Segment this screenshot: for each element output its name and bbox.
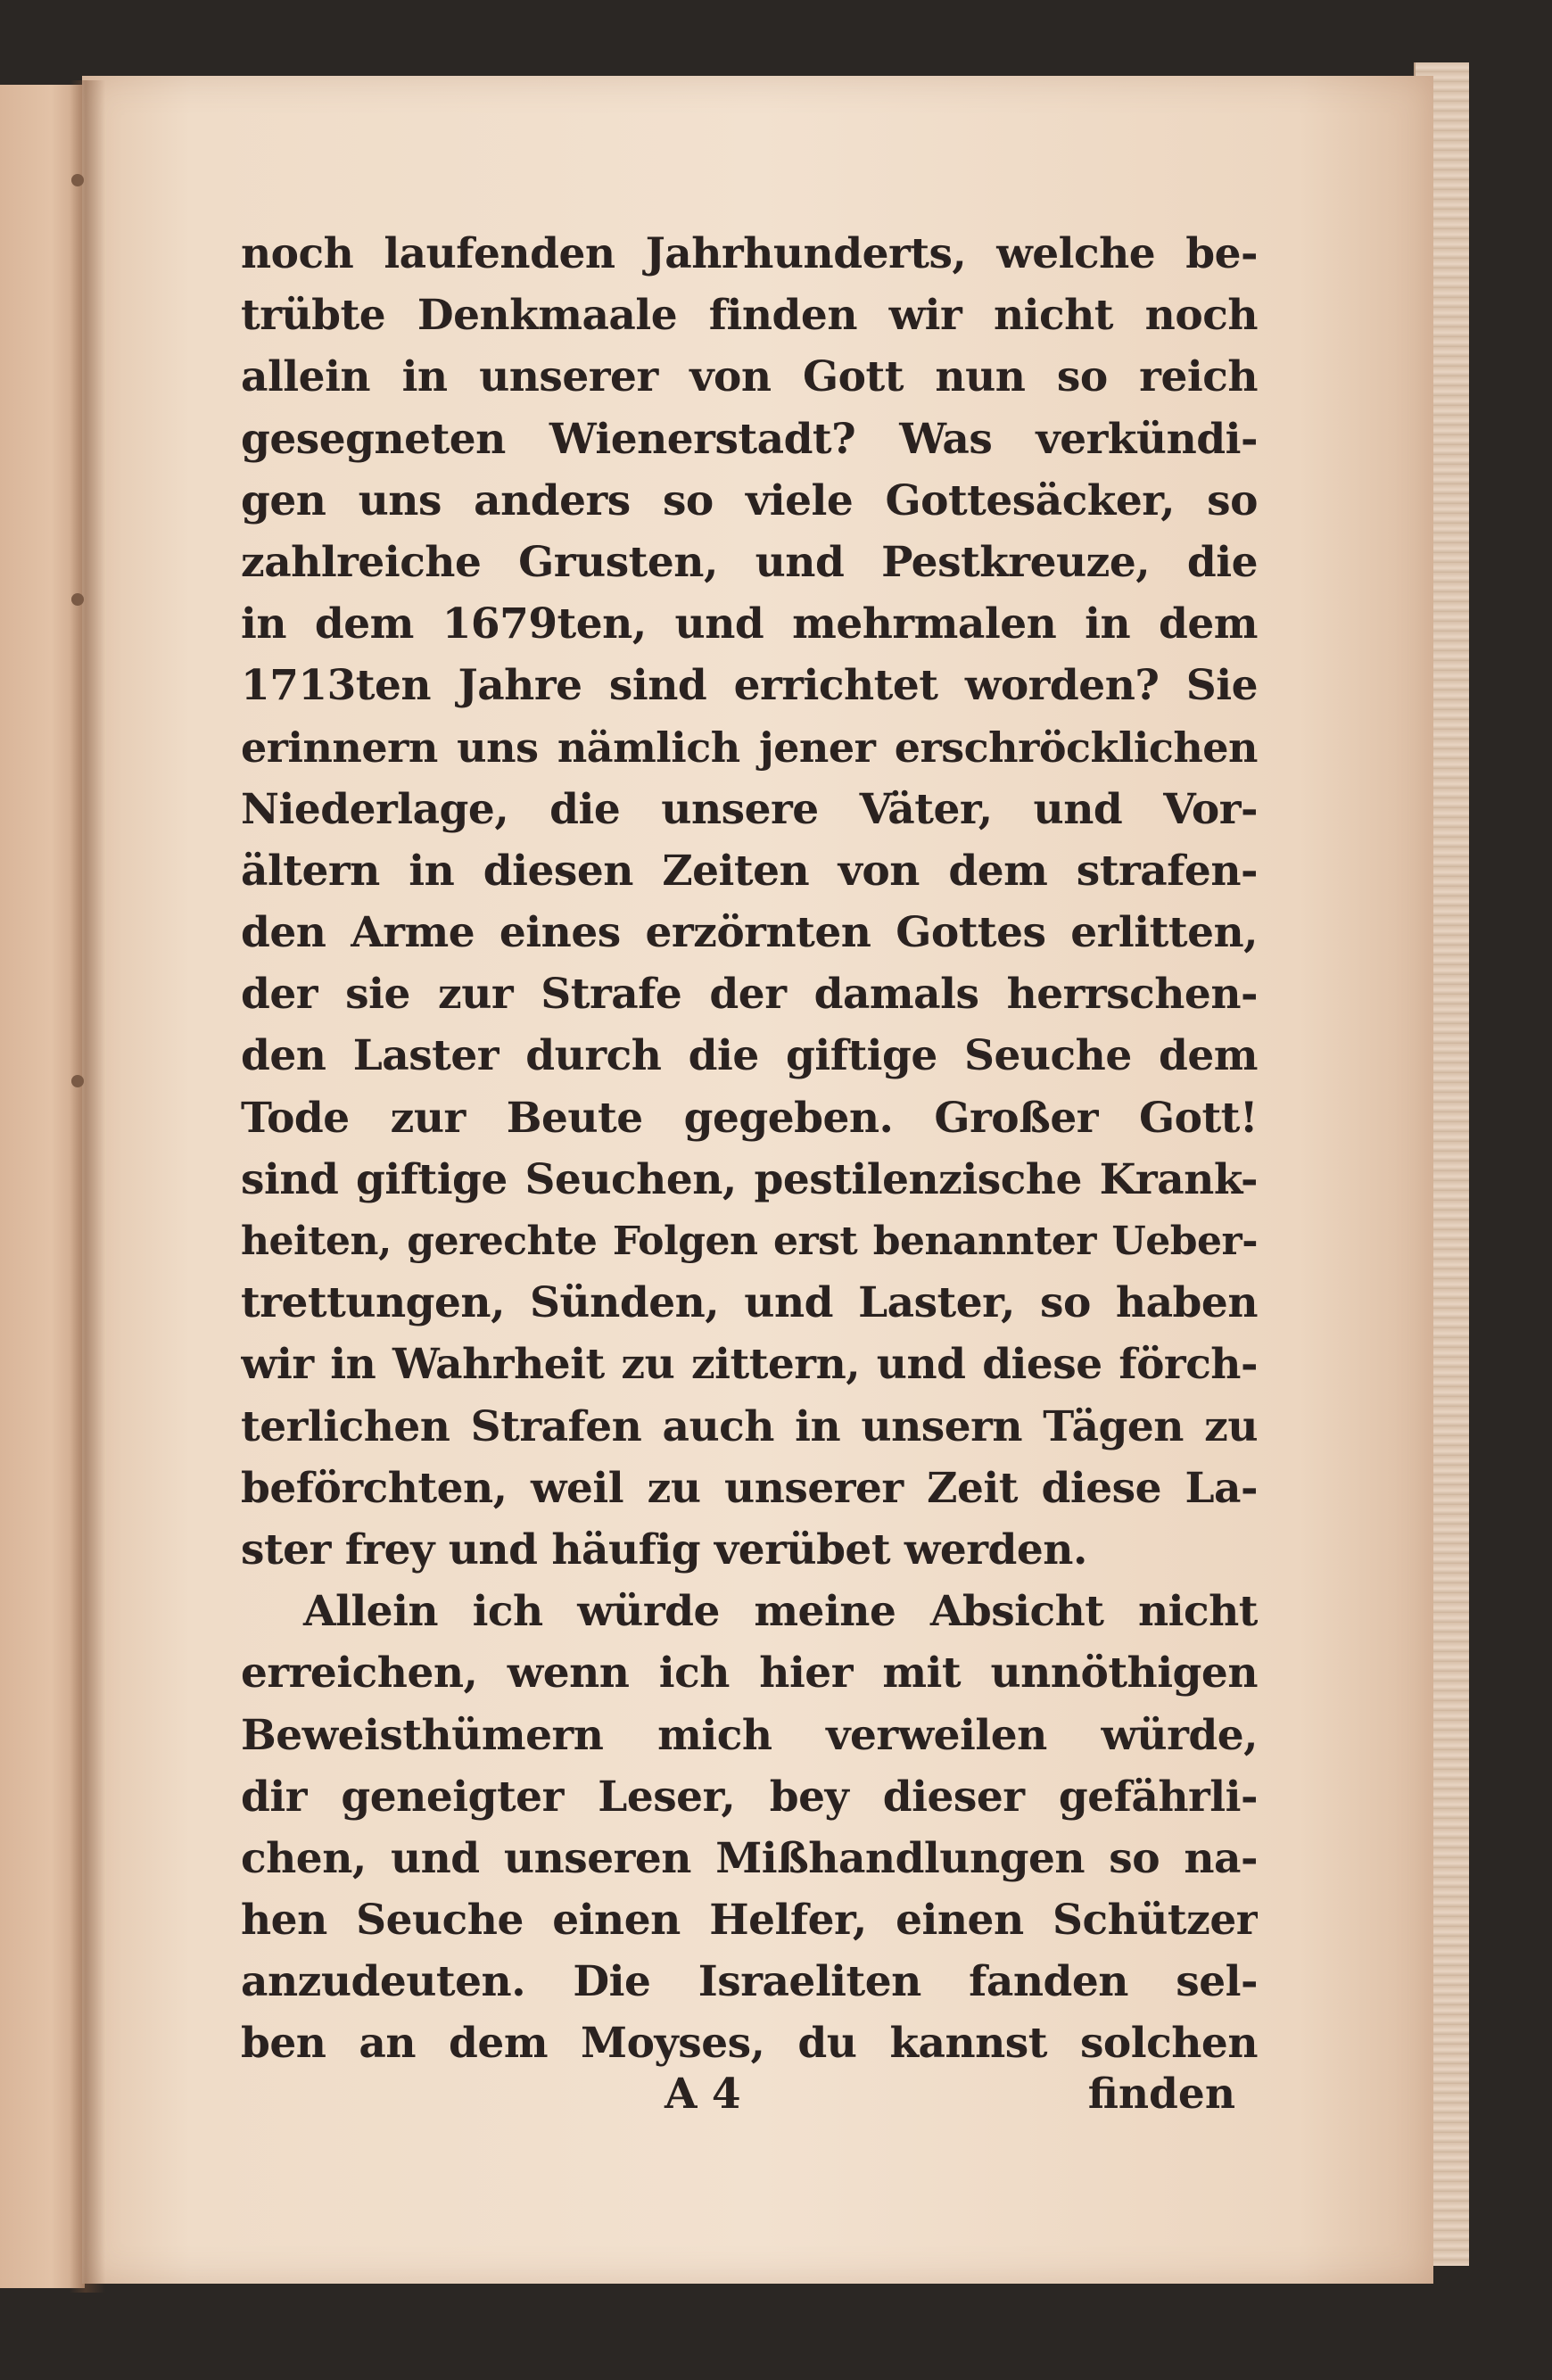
catchword: finden bbox=[1087, 2070, 1235, 2119]
text-line: hen Seuche einen Helfer, einen Schützer bbox=[241, 1896, 1258, 1946]
text-line: terlichen Strafen auch in unsern Tägen zu bbox=[241, 1401, 1258, 1451]
text-line: sind giftige Seuchen, pestilenzische Krank- bbox=[241, 1154, 1258, 1204]
text-line: den Arme eines erzörnten Gottes erlitten, bbox=[241, 908, 1258, 958]
text-line: ben an dem Moyses, du kannst solchen bbox=[241, 2019, 1258, 2069]
text-line: gen uns anders so viele Gottesäcker, so bbox=[241, 475, 1258, 525]
text-line: allein in unserer von Gott nun so reich bbox=[241, 352, 1258, 402]
text-line: erreichen, wenn ich hier mit unnöthigen bbox=[241, 1649, 1258, 1698]
binding-stitch bbox=[71, 593, 84, 606]
binding-stitch bbox=[71, 1075, 84, 1087]
text-line: den Laster durch die giftige Seuche dem bbox=[241, 1031, 1258, 1081]
text-line: Tode zur Beute gegeben. Großer Gott! bbox=[241, 1093, 1258, 1143]
text-line: erinnern uns nämlich jener erschröcklichen bbox=[241, 723, 1258, 772]
text-line: noch laufenden Jahrhunderts, welche be- bbox=[241, 229, 1258, 278]
text-line: in dem 1679ten, und mehrmalen in dem bbox=[241, 599, 1258, 649]
text-line: chen, und unseren Mißhandlungen so na- bbox=[241, 1833, 1258, 1883]
text-line: Beweisthümern mich verweilen würde, bbox=[241, 1710, 1258, 1760]
text-line: wir in Wahrheit zu zittern, und diese förch- bbox=[241, 1340, 1258, 1390]
signature-mark: A 4 bbox=[665, 2070, 741, 2119]
text-line: beförchten, weil zu unserer Zeit diese La- bbox=[241, 1463, 1258, 1513]
page-footer bbox=[241, 2070, 1258, 2132]
text-line: ster frey und häufig verübet werden. bbox=[241, 1525, 1087, 1574]
text-line: heiten, gerechte Folgen erst benannter Ueber- bbox=[241, 1219, 1258, 1264]
text-line: trettungen, Sünden, und Laster, so haben bbox=[241, 1278, 1258, 1328]
binding-stitch bbox=[71, 174, 84, 186]
text-line: zahlreiche Grusten, und Pestkreuze, die bbox=[241, 537, 1258, 587]
text-line: dir geneigter Leser, bey dieser gefährli- bbox=[241, 1772, 1258, 1822]
text-line: ältern in diesen Zeiten von dem strafen- bbox=[241, 846, 1258, 896]
text-line: gesegneten Wienerstadt? Was verkündi- bbox=[241, 414, 1258, 464]
text-line: Niederlage, die unsere Väter, und Vor- bbox=[241, 784, 1258, 834]
text-line: 1713ten Jahre sind errichtet worden? Sie bbox=[241, 661, 1258, 711]
body-text bbox=[241, 223, 1258, 2075]
text-line: Allein ich würde meine Absicht nicht bbox=[303, 1587, 1258, 1637]
text-line: trübte Denkmaale finden wir nicht noch bbox=[241, 291, 1258, 341]
text-line: anzudeuten. Die Israeliten fanden sel- bbox=[241, 1957, 1258, 2007]
gutter-shadow bbox=[70, 80, 105, 2293]
text-line: der sie zur Strafe der damals herrschen- bbox=[241, 970, 1258, 1020]
